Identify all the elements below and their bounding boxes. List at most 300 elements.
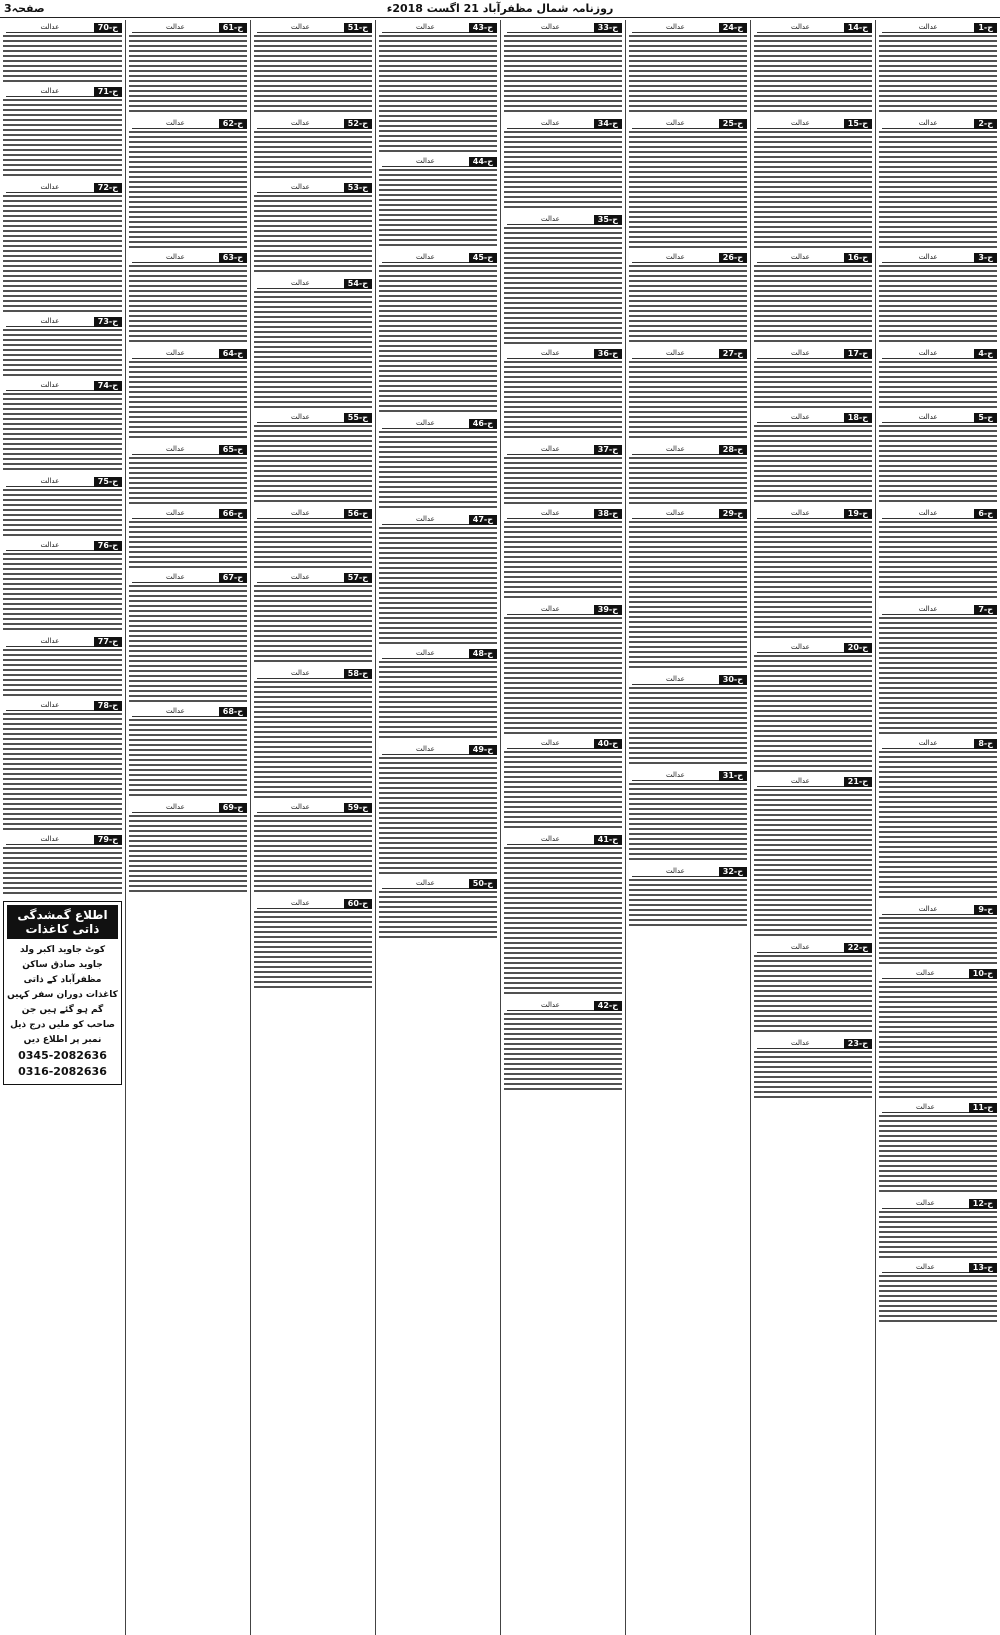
legal-notice <box>254 182 372 275</box>
notice-header <box>379 22 497 33</box>
notice-header <box>379 156 497 167</box>
notice-header <box>504 22 622 33</box>
notice-column <box>500 20 625 1635</box>
notice-header <box>3 86 122 97</box>
notice-header <box>754 252 872 263</box>
notice-number: 2-ح <box>974 119 997 129</box>
notice-label: عدالت <box>382 745 469 755</box>
notice-body-text <box>254 815 372 895</box>
legal-notice <box>129 22 247 115</box>
notice-number: 72-ح <box>94 183 122 193</box>
notice-header <box>129 22 247 33</box>
legal-notice <box>379 22 497 153</box>
notice-label: عدالت <box>632 771 719 781</box>
legal-notice <box>754 252 872 345</box>
notice-number: 43-ح <box>469 23 497 33</box>
legal-notice <box>879 412 997 505</box>
masthead <box>0 0 1000 18</box>
notice-body-text <box>504 361 622 441</box>
notice-header <box>629 508 747 519</box>
notice-columns <box>0 20 1000 1635</box>
legal-notice <box>3 86 122 179</box>
notice-number: 11-ح <box>969 1103 997 1113</box>
notice-number: 62-ح <box>219 119 247 129</box>
legal-notice <box>254 572 372 665</box>
notice-body-text <box>879 131 997 249</box>
notice-header <box>504 738 622 749</box>
notice-number: 57-ح <box>344 573 372 583</box>
notice-label: عدالت <box>6 637 94 647</box>
notice-body-text <box>504 521 622 601</box>
notice-header <box>504 834 622 845</box>
notice-number: 77-ح <box>94 637 122 647</box>
notice-label: عدالت <box>6 477 94 487</box>
notice-label: عدالت <box>757 119 844 129</box>
notice-number: 14-ح <box>844 23 872 33</box>
legal-notice <box>504 1000 622 1093</box>
notice-body-text <box>254 291 372 409</box>
notice-header <box>629 348 747 359</box>
notice-number: 17-ح <box>844 349 872 359</box>
notice-body-text <box>379 35 497 153</box>
notice-number: 16-ح <box>844 253 872 263</box>
notice-body-text <box>3 553 122 633</box>
notice-header <box>254 118 372 129</box>
notice-body-text <box>3 99 122 179</box>
notice-body-text <box>754 955 872 1035</box>
notice-header <box>254 412 372 423</box>
notice-header <box>254 278 372 289</box>
notice-header <box>379 878 497 889</box>
notice-label: عدالت <box>757 643 844 653</box>
notice-label: عدالت <box>882 1263 969 1273</box>
notice-number: 56-ح <box>344 509 372 519</box>
notice-header <box>754 412 872 423</box>
notice-header <box>754 22 872 33</box>
notice-label: عدالت <box>757 253 844 263</box>
notice-body-text <box>254 35 372 115</box>
legal-notice <box>879 604 997 735</box>
notice-number: 26-ح <box>719 253 747 263</box>
notice-header <box>3 636 122 647</box>
notice-header <box>129 252 247 263</box>
legal-notice <box>129 444 247 505</box>
notice-body-text <box>379 265 497 415</box>
notice-header <box>879 22 997 33</box>
legal-notice <box>3 476 122 537</box>
notice-number: 25-ح <box>719 119 747 129</box>
notice-number: 42-ح <box>594 1001 622 1011</box>
notice-header <box>129 348 247 359</box>
notice-label: عدالت <box>507 119 594 129</box>
notice-body-text <box>754 361 872 409</box>
legal-notice <box>629 770 747 863</box>
notice-label: عدالت <box>632 509 719 519</box>
legal-notice <box>879 22 997 115</box>
notice-body-text <box>379 757 497 875</box>
notice-column <box>0 20 125 1635</box>
notice-header <box>879 1262 997 1273</box>
notice-body-text <box>379 431 497 511</box>
notice-number: 79-ح <box>94 835 122 845</box>
notice-header <box>504 604 622 615</box>
notice-label: عدالت <box>257 509 344 519</box>
notice-body-text <box>129 35 247 115</box>
notice-number: 20-ح <box>844 643 872 653</box>
legal-notice <box>504 348 622 441</box>
notice-header <box>754 1038 872 1049</box>
legal-notice <box>629 22 747 115</box>
notice-header <box>129 508 247 519</box>
notice-header <box>129 572 247 583</box>
notice-body-text <box>879 35 997 115</box>
legal-notice <box>3 182 122 313</box>
notice-number: 50-ح <box>469 879 497 889</box>
notice-number: 34-ح <box>594 119 622 129</box>
notice-number: 74-ح <box>94 381 122 391</box>
legal-notice <box>129 118 247 249</box>
notice-label: عدالت <box>257 669 344 679</box>
notice-number: 71-ح <box>94 87 122 97</box>
notice-header <box>879 968 997 979</box>
legal-notice <box>754 508 872 639</box>
notice-header <box>629 444 747 455</box>
legal-notice <box>879 508 997 601</box>
notice-label: عدالت <box>132 253 219 263</box>
notice-header <box>879 252 997 263</box>
notice-header <box>879 118 997 129</box>
notice-label: عدالت <box>382 419 469 429</box>
notice-label: عدالت <box>757 23 844 33</box>
notice-body-text <box>879 1115 997 1195</box>
notice-header <box>254 898 372 909</box>
notice-body-text <box>129 457 247 505</box>
notice-label: عدالت <box>632 23 719 33</box>
notice-header <box>379 648 497 659</box>
notice-header <box>3 22 122 33</box>
notice-header <box>254 182 372 193</box>
notice-number: 58-ح <box>344 669 372 679</box>
notice-header <box>129 118 247 129</box>
notice-number: 32-ح <box>719 867 747 877</box>
notice-number: 66-ح <box>219 509 247 519</box>
notice-number: 38-ح <box>594 509 622 519</box>
notice-body-text <box>3 35 122 83</box>
legal-notice <box>879 1102 997 1195</box>
notice-body-text <box>629 879 747 927</box>
notice-body-text <box>879 265 997 345</box>
notice-column <box>625 20 750 1635</box>
notice-label: عدالت <box>257 803 344 813</box>
notice-label: عدالت <box>757 777 844 787</box>
notice-number: 49-ح <box>469 745 497 755</box>
notice-label: عدالت <box>6 835 94 845</box>
notice-number: 61-ح <box>219 23 247 33</box>
notice-body-text <box>129 361 247 441</box>
notice-header <box>379 514 497 525</box>
notice-number: 3-ح <box>974 253 997 263</box>
notice-body-text <box>629 131 747 249</box>
notice-body-text <box>879 981 997 1099</box>
notice-body-text <box>879 1275 997 1323</box>
legal-notice <box>254 508 372 569</box>
notice-label: عدالت <box>507 739 594 749</box>
notice-number: 59-ح <box>344 803 372 813</box>
notice-body-text <box>504 457 622 505</box>
notice-number: 18-ح <box>844 413 872 423</box>
notice-label: عدالت <box>882 969 969 979</box>
notice-body-text <box>504 751 622 831</box>
notice-header <box>754 942 872 953</box>
notice-column <box>375 20 500 1635</box>
notice-number: 54-ح <box>344 279 372 289</box>
notice-number: 28-ح <box>719 445 747 455</box>
legal-notice <box>629 348 747 441</box>
notice-number: 29-ح <box>719 509 747 519</box>
notice-number: 37-ح <box>594 445 622 455</box>
notice-label: عدالت <box>882 413 974 423</box>
notice-label: عدالت <box>507 1001 594 1011</box>
legal-notice <box>754 642 872 773</box>
notice-number: 15-ح <box>844 119 872 129</box>
notice-body-text <box>129 131 247 249</box>
notice-label: عدالت <box>132 707 219 717</box>
notice-label: عدالت <box>507 835 594 845</box>
notice-label: عدالت <box>6 381 94 391</box>
legal-notice <box>754 412 872 505</box>
notice-label: عدالت <box>632 867 719 877</box>
legal-notice <box>3 540 122 633</box>
legal-notice <box>379 878 497 939</box>
notice-label: عدالت <box>882 253 974 263</box>
notice-body-text <box>379 661 497 741</box>
notice-body-text <box>254 521 372 569</box>
notice-body-text <box>504 1013 622 1093</box>
notice-body-text <box>629 35 747 115</box>
legal-notice <box>379 418 497 511</box>
notice-header <box>129 706 247 717</box>
notice-body-text <box>254 131 372 179</box>
notice-label: عدالت <box>882 23 974 33</box>
notice-header <box>254 572 372 583</box>
notice-header <box>254 802 372 813</box>
legal-notice <box>3 380 122 473</box>
notice-body-text <box>754 655 872 773</box>
notice-header <box>254 508 372 519</box>
notice-number: 7-ح <box>974 605 997 615</box>
notice-body-text <box>254 425 372 505</box>
legal-notice <box>879 904 997 965</box>
notice-label: عدالت <box>382 879 469 889</box>
notice-body-text <box>504 35 622 115</box>
notice-body-text <box>129 815 247 895</box>
notice-label: عدالت <box>757 349 844 359</box>
notice-label: عدالت <box>757 1039 844 1049</box>
notice-label: عدالت <box>507 605 594 615</box>
notice-body-text <box>3 713 122 831</box>
notice-label: عدالت <box>882 509 974 519</box>
notice-number: 44-ح <box>469 157 497 167</box>
notice-label: عدالت <box>507 215 594 225</box>
notice-header <box>129 802 247 813</box>
notice-header <box>3 182 122 193</box>
notice-number: 35-ح <box>594 215 622 225</box>
notice-number: 46-ح <box>469 419 497 429</box>
notice-header <box>379 252 497 263</box>
notice-body-text <box>879 521 997 601</box>
notice-header <box>504 508 622 519</box>
legal-notice <box>879 1262 997 1323</box>
notice-body-text <box>254 195 372 275</box>
notice-number: 13-ح <box>969 1263 997 1273</box>
legal-notice <box>504 444 622 505</box>
notice-header <box>629 22 747 33</box>
notice-label: عدالت <box>507 349 594 359</box>
legal-notice <box>254 898 372 991</box>
legal-notice <box>3 700 122 831</box>
notice-body-text <box>629 783 747 863</box>
notice-body-text <box>3 329 122 377</box>
legal-notice <box>754 776 872 939</box>
notice-label: عدالت <box>882 119 974 129</box>
notice-number: 67-ح <box>219 573 247 583</box>
notice-header <box>504 118 622 129</box>
ad-body: کوٹ جاوید اکبر ولد جاوید صادق ساکن مظفرآباد کے ذاتی کاغذات دوران سفر کہیں گم ہو گئے ہیں جن صاحب کو ملیں درج ذیل نمبر پر اطلاع دیں <box>7 945 118 1045</box>
legal-notice <box>879 1198 997 1259</box>
notice-label: عدالت <box>882 605 974 615</box>
notice-header <box>254 22 372 33</box>
dateline: روزنامہ شمال مظفرآباد 21 اگست 2018ء <box>386 2 614 15</box>
notice-label: عدالت <box>257 119 344 129</box>
ad-title: اطلاع گمشدگی ذاتی کاغذات <box>7 905 118 939</box>
notice-body-text <box>629 265 747 345</box>
notice-body-text <box>254 681 372 799</box>
legal-notice <box>754 348 872 409</box>
notice-body-text <box>629 521 747 671</box>
legal-notice <box>504 214 622 345</box>
notice-label: عدالت <box>757 943 844 953</box>
notice-number: 27-ح <box>719 349 747 359</box>
notice-label: عدالت <box>132 349 219 359</box>
notice-body-text <box>879 425 997 505</box>
ad-phone-number: 0316-2082636 <box>18 1065 107 1078</box>
notice-number: 39-ح <box>594 605 622 615</box>
notice-label: عدالت <box>132 573 219 583</box>
notice-header <box>379 744 497 755</box>
notice-label: عدالت <box>257 183 344 193</box>
legal-notice <box>754 1038 872 1099</box>
legal-notice <box>379 648 497 741</box>
notice-body-text <box>754 35 872 115</box>
notice-number: 69-ح <box>219 803 247 813</box>
legal-notice <box>754 118 872 249</box>
notice-header <box>629 866 747 877</box>
legal-notice <box>504 738 622 831</box>
notice-number: 21-ح <box>844 777 872 787</box>
legal-notice <box>504 22 622 115</box>
lost-documents-ad <box>3 901 122 1085</box>
legal-notice <box>129 252 247 345</box>
notice-body-text <box>879 617 997 735</box>
notice-body-text <box>3 393 122 473</box>
legal-notice <box>504 508 622 601</box>
legal-notice <box>254 412 372 505</box>
legal-notice <box>3 316 122 377</box>
legal-notice <box>879 738 997 901</box>
notice-label: عدالت <box>632 675 719 685</box>
notice-label: عدالت <box>507 23 594 33</box>
notice-body-text <box>754 425 872 505</box>
notice-body-text <box>129 265 247 345</box>
notice-body-text <box>504 617 622 735</box>
notice-number: 10-ح <box>969 969 997 979</box>
ad-phone-number: 0345-2082636 <box>18 1049 107 1062</box>
notice-number: 53-ح <box>344 183 372 193</box>
notice-body-text <box>754 789 872 939</box>
notice-label: عدالت <box>507 509 594 519</box>
legal-notice <box>629 118 747 249</box>
legal-notice <box>754 22 872 115</box>
notice-label: عدالت <box>132 23 219 33</box>
notice-body-text <box>879 917 997 965</box>
notice-header <box>879 412 997 423</box>
notice-header <box>504 348 622 359</box>
notice-number: 31-ح <box>719 771 747 781</box>
notice-label: عدالت <box>132 119 219 129</box>
notice-header <box>504 1000 622 1011</box>
legal-notice <box>504 604 622 735</box>
notice-body-text <box>129 585 247 703</box>
legal-notice <box>3 636 122 697</box>
notice-label: عدالت <box>132 803 219 813</box>
notice-body-text <box>3 489 122 537</box>
notice-number: 75-ح <box>94 477 122 487</box>
notice-header <box>879 904 997 915</box>
legal-notice <box>754 942 872 1035</box>
notice-label: عدالت <box>882 739 974 749</box>
legal-notice <box>129 802 247 895</box>
notice-number: 5-ح <box>974 413 997 423</box>
notice-label: عدالت <box>6 23 94 33</box>
notice-label: عدالت <box>882 905 974 915</box>
notice-header <box>629 674 747 685</box>
legal-notice <box>879 348 997 409</box>
notice-label: عدالت <box>382 23 469 33</box>
legal-notice <box>879 252 997 345</box>
legal-notice <box>629 252 747 345</box>
legal-notice <box>379 252 497 415</box>
notice-label: عدالت <box>882 1103 969 1113</box>
notice-number: 64-ح <box>219 349 247 359</box>
notice-number: 68-ح <box>219 707 247 717</box>
notice-header <box>879 604 997 615</box>
legal-notice <box>879 968 997 1099</box>
notice-number: 22-ح <box>844 943 872 953</box>
notice-body-text <box>254 911 372 991</box>
legal-notice <box>379 156 497 249</box>
notice-number: 48-ح <box>469 649 497 659</box>
notice-body-text <box>379 891 497 939</box>
notice-number: 41-ح <box>594 835 622 845</box>
notice-body-text <box>629 457 747 505</box>
notice-number: 47-ح <box>469 515 497 525</box>
notice-number: 24-ح <box>719 23 747 33</box>
notice-body-text <box>379 527 497 645</box>
notice-label: عدالت <box>382 157 469 167</box>
notice-label: عدالت <box>257 573 344 583</box>
notice-label: عدالت <box>632 349 719 359</box>
notice-number: 30-ح <box>719 675 747 685</box>
